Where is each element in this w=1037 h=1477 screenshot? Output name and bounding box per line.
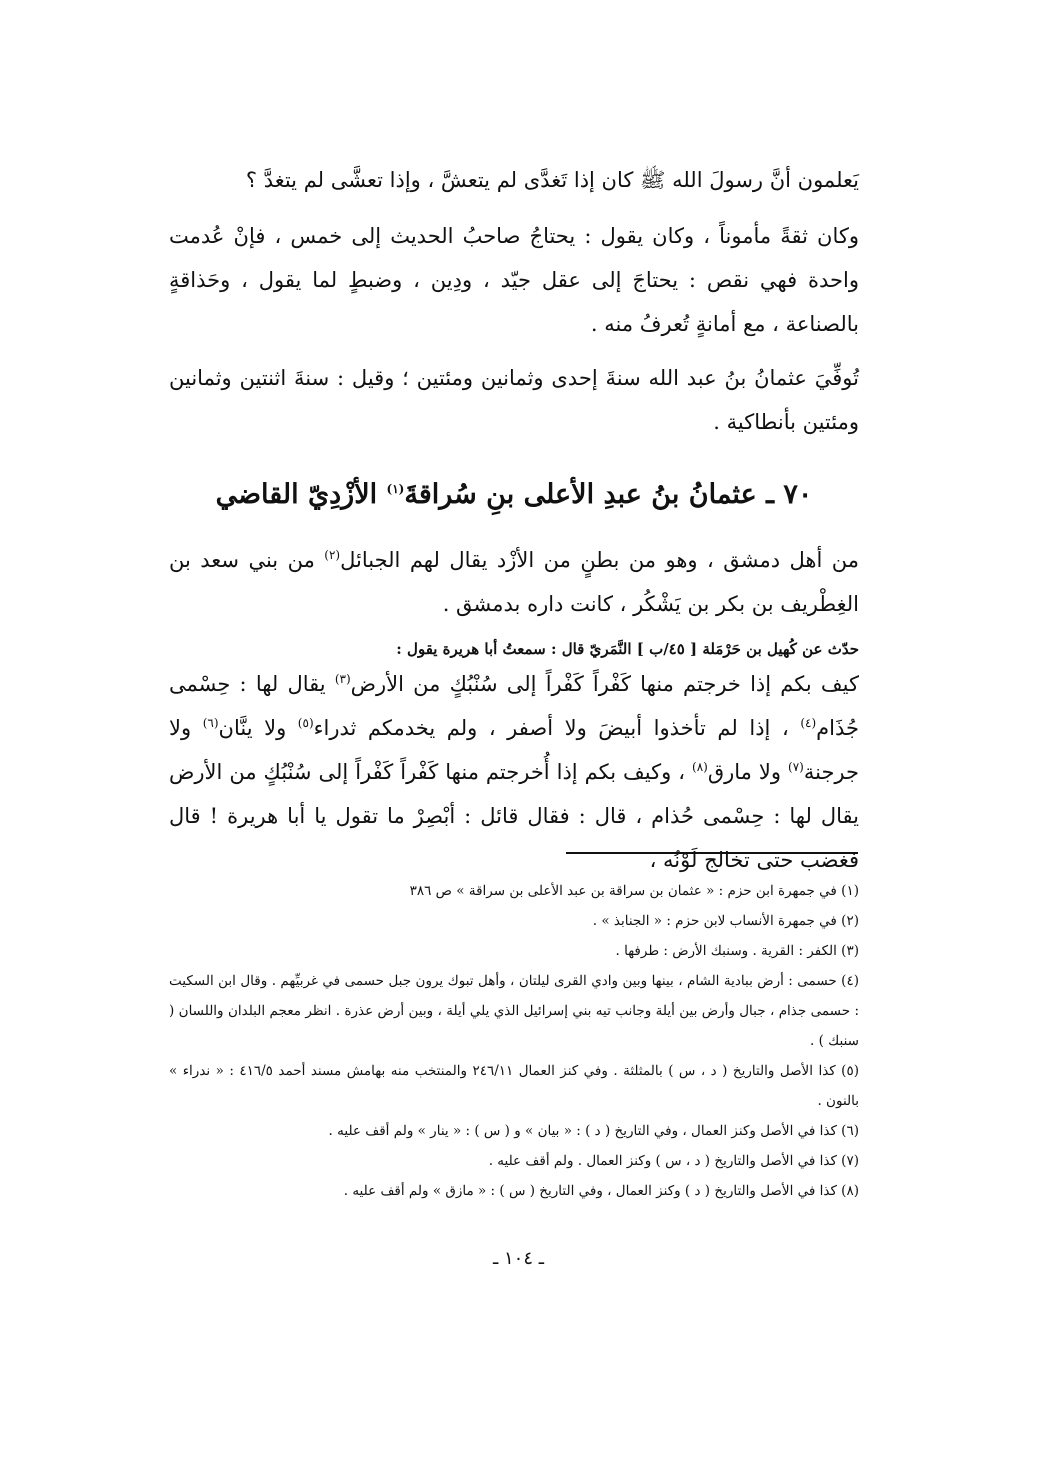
paragraph-1: يَعلمون أنَّ رسولَ الله ﷺ كان إذا تَغدَّى لم يتعشَّ ، وإذا تعشَّى لم يتغدَّ ؟ bbox=[245, 168, 859, 192]
page-number: ـ ١٠٤ ـ bbox=[492, 1248, 544, 1269]
paragraph-2: وكان ثقةً مأموناً ، وكان يقول : يحتاجُ صاحبُ الحديث إلى خمس ، فإنْ عُدمت واحدة فهي نقص : يحتاجَ إلى عقل جيّد ، ودِين ، وضبطٍ لما يقول ، وحَذاقةٍ بالصناعة ، مع أمانةٍ تُعرفُ منه . bbox=[169, 224, 859, 336]
footnote-6: (٦) كذا في الأصل وكنز العمال ، وفي التاريخ ( د ) : « بيان » و ( س ) : « ينار » ولم أقف عليه . bbox=[328, 1123, 859, 1139]
footnote-8: (٨) كذا في الأصل والتاريخ ( د ) وكنز العمال ، وفي التاريخ ( س ) : « مازق » ولم أقف عليه . bbox=[343, 1183, 859, 1199]
footnote-marker-6: (٦) bbox=[202, 716, 219, 730]
heading-text-start: ٧٠ ـ عثمانُ بنُ عبدِ الأعلى بنِ سُراقةَ bbox=[404, 479, 813, 510]
footnote-marker-2: (٢) bbox=[324, 548, 341, 562]
section-heading bbox=[169, 470, 859, 520]
footnote-marker-8: (٨) bbox=[692, 760, 708, 774]
footnote-5: (٥) كذا الأصل والتاريخ ( د ، س ) بالمثلثة . وفي كنز العمال ٢٤٦/١١ والمنتخب منه بهامش مسند أحمد ٤١٦/٥ : « ندراء » بالنون . bbox=[169, 1063, 859, 1109]
footnote-marker-3: (٣) bbox=[334, 672, 351, 686]
footnote-1: (١) في جمهرة ابن حزم : « عثمان بن سراقة بن عبد الأعلى بن سراقة » ص ٣٨٦ bbox=[409, 883, 859, 899]
footnote-marker-1: (١) bbox=[386, 482, 405, 496]
paragraph-4-part-2: من بني سعد بن الغِطْريف بن بكر بن يَشْكُر ، كانت داره بدمشق . bbox=[169, 548, 859, 616]
paragraph-5-segment-2: يقال لها : حِسْمى جُذَام bbox=[169, 672, 859, 740]
paragraph-5-segment-6: ولا مارق bbox=[707, 760, 789, 784]
paragraph-3: تُوفِّيَ عثمانُ بنُ عبد الله سنةَ إحدى وثمانين ومئتين ؛ وقيل : سنةَ اثنتين وثمانين ومئتين بأنطاكية . bbox=[169, 366, 859, 434]
footnotes bbox=[169, 876, 859, 1206]
paragraph-4-part-1: من أهل دمشق ، وهو من بطنٍ من الأزْد يقال لهم الجبائل bbox=[340, 548, 859, 572]
paragraph-5-segment-1: كيف بكم إذا خرجتم منها كَفْراً كَفْراً إلى سُنْبُكٍ من الأرض bbox=[350, 672, 859, 696]
paragraph-5-segment-7: ، وكيف بكم إذا أُخرجتم منها كَفْراً كَفْراً إلى سُنْبُكٍ من الأرض يقال لها : حِسْمى حُذام ، قال : فقال قائل : أبْصِرْ ما تقول يا أبا هريرة ! قال فغضب حتى تخالج لَوْنُه ، bbox=[169, 760, 859, 872]
paragraph-5-segment-5: ولا جرجنة bbox=[169, 716, 859, 784]
hadith-chain-line: حدّث عن كُهيل بن حَرْمَلة [ ٤٥/ب ] النَّمَريّ قال : سمعتُ أبا هريرة يقول : bbox=[396, 640, 859, 658]
footnote-2: (٢) في جمهرة الأنساب لابن حزم : « الجنابذ » . bbox=[592, 913, 859, 929]
footnote-7: (٧) كذا في الأصل والتاريخ ( د ، س ) وكنز العمال . ولم أقف عليه . bbox=[488, 1153, 859, 1169]
footnote-marker-4: (٤) bbox=[800, 716, 817, 730]
footnote-3: (٣) الكفر : القرية . وسنبك الأرض : طرفها . bbox=[615, 943, 859, 959]
heading-text-end: الأزْدِيّ القاضي bbox=[215, 479, 387, 510]
paragraph-5 bbox=[169, 662, 859, 882]
footnote-marker-7: (٧) bbox=[788, 760, 804, 774]
paragraph-5-segment-3: ، إذا لم تأخذوا أبيضَ ولا أصفر ، ولم يخدمكم ثدراء bbox=[313, 716, 801, 740]
footnote-separator bbox=[566, 852, 858, 854]
footnote-marker-5: (٥) bbox=[297, 716, 314, 730]
paragraph-5-segment-4: ولا ينَّان bbox=[218, 716, 298, 740]
paragraph-4 bbox=[169, 538, 859, 626]
footnote-4: (٤) حسمى : أرض ببادية الشام ، بينها وبين وادي القرى ليلتان ، وأهل تبوك يرون جبل حسمى في غربيِّهم . وقال ابن السكيت : حسمى جذام ، جبال وأرض بين أيلة وجانب تيه بني إسرائيل الذي يلي أيلة ، وبين أرض عذرة . انظر معجم البلدان واللسان ( سنبك ) . bbox=[169, 973, 859, 1049]
